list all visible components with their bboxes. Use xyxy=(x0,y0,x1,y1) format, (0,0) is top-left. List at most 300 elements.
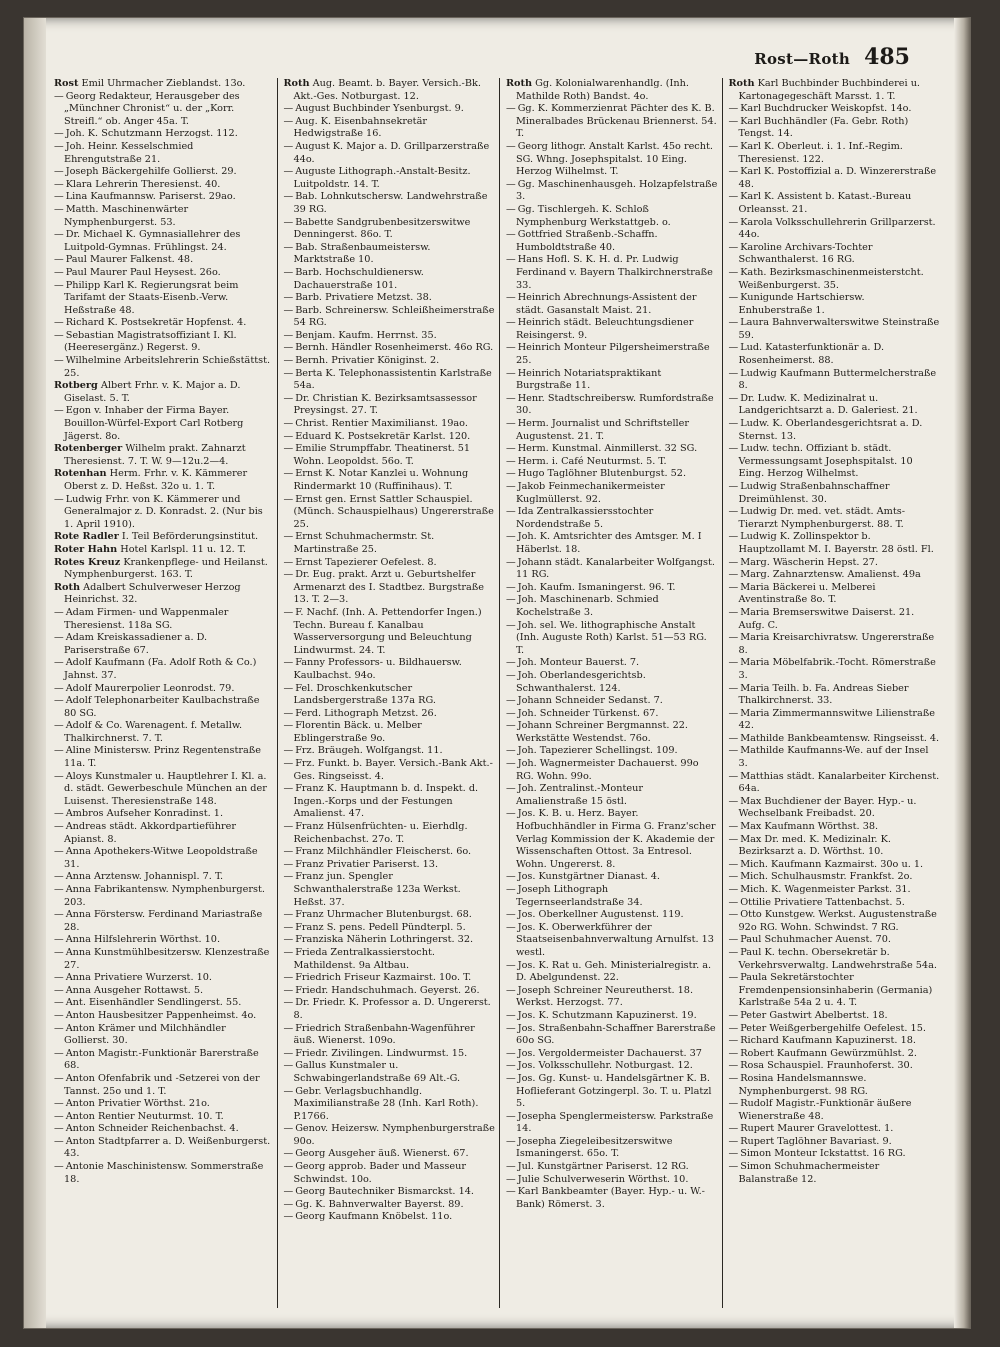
directory-entry xyxy=(284,1123,496,1148)
repeat-dash: — xyxy=(728,707,739,719)
directory-entry xyxy=(284,1199,496,1212)
directory-entry xyxy=(54,808,273,821)
repeat-dash: — xyxy=(283,266,294,278)
directory-entry xyxy=(54,531,273,544)
entry-text: Friedr. Handschuhmach. Geyerst. 26. xyxy=(295,984,480,996)
repeat-dash: — xyxy=(728,1047,739,1059)
repeat-dash: — xyxy=(506,229,516,241)
entry-text: Herm. i. Café Neuturmst. 5. T. xyxy=(517,455,667,467)
entry-text: Mich. Schulhausmstr. Frankfst. 2o. xyxy=(740,871,913,883)
directory-entry xyxy=(284,871,496,909)
repeat-dash: — xyxy=(283,556,294,568)
directory-entry xyxy=(284,1023,496,1048)
directory-entry xyxy=(54,972,273,985)
entry-text: Rosa Schauspiel. Fraunhoferst. 30. xyxy=(740,1060,913,1072)
directory-entry xyxy=(284,393,496,418)
directory-entry xyxy=(729,884,941,897)
repeat-dash: — xyxy=(283,1022,294,1034)
entry-text: Joh. Zentralinst.-Monteur Amalienstraße 15 östl. xyxy=(516,783,643,807)
directory-entry xyxy=(729,191,941,216)
repeat-dash: — xyxy=(728,1035,739,1047)
directory-entry xyxy=(284,342,496,355)
repeat-dash: — xyxy=(728,115,739,127)
entry-text: Friedrich Straßenbahn-Wagenführer äuß. Wienerst. 109o. xyxy=(293,1022,475,1047)
repeat-dash: — xyxy=(54,166,64,178)
directory-entry xyxy=(729,242,941,267)
directory-entry xyxy=(729,1060,941,1073)
directory-entry xyxy=(54,1010,273,1023)
directory-entry xyxy=(284,859,496,872)
entry-text: Anna Kunstmühlbesitzersw. Klenzestraße 27. xyxy=(64,946,270,971)
repeat-dash: — xyxy=(728,140,739,152)
directory-entry xyxy=(284,494,496,532)
directory-entry xyxy=(506,368,718,393)
entry-surname: Rotes Kreuz xyxy=(54,556,121,568)
entry-text: Gg. Kolonialwarenhandlg. (Inh. Mathilde Roth) Bandst. 4o. xyxy=(516,78,689,102)
directory-entry xyxy=(506,393,718,418)
repeat-dash: — xyxy=(54,770,64,782)
entry-text: Henr. Stadtschreibersw. Rumfordstraße 30. xyxy=(516,392,714,417)
repeat-dash: — xyxy=(506,921,516,933)
directory-entry xyxy=(284,557,496,570)
entry-text: Karoline Archivars-Tochter Schwanthalerst. 16 RG. xyxy=(738,241,873,266)
repeat-dash: — xyxy=(54,606,64,618)
directory-entry xyxy=(506,745,718,758)
entry-text: Adam Firmen- und Wappenmaler Theresienst. 118a SG. xyxy=(64,606,229,631)
repeat-dash: — xyxy=(54,1110,64,1122)
entry-text: Gg. K. Kommerzienrat Pächter des K. B. Mineralbades Brückenau Briennerst. 54. T. xyxy=(516,103,717,140)
repeat-dash: — xyxy=(506,468,516,480)
entry-text: Berta K. Telephonassistentin Karlstraße 54a. xyxy=(293,367,492,392)
directory-entry xyxy=(54,204,273,229)
entry-text: Wilhelmine Arbeitslehrerin Schießstättst. 25. xyxy=(64,355,271,379)
directory-entry xyxy=(284,418,496,431)
repeat-dash: — xyxy=(506,481,516,492)
directory-entry xyxy=(729,78,941,103)
repeat-dash: — xyxy=(54,934,64,946)
entry-text: Philipp Karl K. Regierungsrat beim Tarifamt der Staats-Eisenb.-Verw. Heßstraße 48. xyxy=(64,279,239,316)
entry-text: Joh. Monteur Bauerst. 7. xyxy=(517,657,640,669)
entry-text: Egon v. Inhaber der Firma Bayer. Bouillon-Würfel-Export Carl Rotberg Jägerst. 8o. xyxy=(64,405,244,442)
repeat-dash: — xyxy=(506,1161,516,1173)
directory-entry xyxy=(729,1123,941,1136)
directory-entry xyxy=(284,330,496,343)
repeat-dash: — xyxy=(54,720,64,732)
page-gutter-left xyxy=(24,18,46,1328)
entry-text: Joh. sel. We. lithographische Anstalt (Inh. Auguste Roth) Karlst. 51—53 RG. T. xyxy=(516,619,707,656)
repeat-dash: — xyxy=(728,103,739,115)
repeat-dash: — xyxy=(728,556,739,568)
entry-text: Paul Schuhmacher Auenst. 70. xyxy=(740,934,891,946)
directory-entry xyxy=(284,141,496,166)
entry-text: Ludwig K. Zollinspektor b. Hauptzollamt M. I. Bayerstr. 28 östl. Fl. xyxy=(738,531,934,555)
entry-text: Dr. Ludw. K. Medizinalrat u. Landgerichtsarzt a. D. Galeriest. 21. xyxy=(738,392,918,417)
entry-text: Peter Gastwirt Abelbertst. 18. xyxy=(740,1009,888,1021)
entry-text: Maria Zimmermannswitwe Lilienstraße 42. xyxy=(738,707,936,732)
entry-text: Richard K. Postsekretär Hopfenst. 4. xyxy=(65,317,247,329)
entry-text: Franz Milchhändler Fleischerst. 6o. xyxy=(295,846,472,858)
entry-text: Joh. Tapezierer Schellingst. 109. xyxy=(517,745,678,757)
repeat-dash: — xyxy=(54,203,64,215)
directory-entry xyxy=(729,418,941,443)
directory-entry xyxy=(54,1048,273,1073)
repeat-dash: — xyxy=(728,946,739,958)
repeat-dash: — xyxy=(506,1009,516,1021)
entry-text: Gebr. Verlagsbuchhandlg. Maximilianstraße 28 (Inh. Karl Roth). P.1766. xyxy=(293,1085,479,1122)
entry-text: Ambros Aufseher Konradinst. 1. xyxy=(65,808,224,820)
repeat-dash: — xyxy=(728,884,739,895)
repeat-dash: — xyxy=(283,1060,294,1072)
entry-text: Joseph Schreiner Neureutherst. 18. Werkst. Herzogst. 77. xyxy=(516,984,694,1009)
repeat-dash: — xyxy=(728,1098,739,1110)
repeat-dash: — xyxy=(506,1022,516,1034)
repeat-dash: — xyxy=(728,481,739,492)
directory-entry xyxy=(54,355,273,380)
directory-entry xyxy=(54,821,273,846)
entry-text: Fanny Professors- u. Bildhauersw. Kaulbachst. 94o. xyxy=(293,657,462,681)
directory-entry xyxy=(54,166,273,179)
directory-entry xyxy=(284,355,496,368)
entry-text: Marg. Wäscherin Hepst. 27. xyxy=(740,556,878,568)
directory-column-2 xyxy=(277,78,500,1308)
directory-entry xyxy=(54,1098,273,1111)
directory-entry xyxy=(54,229,273,254)
repeat-dash: — xyxy=(728,732,739,744)
entry-text: Karola Volksschullehrerin Grillparzerst. 44o. xyxy=(738,216,936,241)
repeat-dash: — xyxy=(283,569,294,581)
repeat-dash: — xyxy=(54,191,64,203)
directory-columns xyxy=(54,78,944,1308)
repeat-dash: — xyxy=(283,355,294,367)
entry-text: Benjam. Kaufm. Herrnst. 35. xyxy=(295,329,437,341)
entry-text: Jos. K. Rat u. Geh. Ministerialregistr. a. D. Abelgundenst. 22. xyxy=(516,959,712,984)
directory-entry xyxy=(284,1211,496,1224)
repeat-dash: — xyxy=(506,342,516,354)
repeat-dash: — xyxy=(283,682,294,694)
entry-surname: Roth xyxy=(283,78,310,89)
directory-entry xyxy=(54,695,273,720)
directory-entry xyxy=(729,1010,941,1023)
entry-text: Maria Bäckerei u. Melberei Aventinstraße 8o. T. xyxy=(738,581,876,606)
entry-text: Maria Möbelfabrik.-Tocht. Römerstraße 3. xyxy=(738,657,936,681)
repeat-dash: — xyxy=(283,418,294,430)
entry-text: Bab. Straßenbaumeistersw. Marktstraße 10. xyxy=(293,241,431,266)
directory-entry xyxy=(54,443,273,468)
entry-text: Mich. Kaufmann Kazmairst. 30o u. 1. xyxy=(740,858,924,870)
directory-entry xyxy=(54,884,273,909)
directory-entry xyxy=(284,368,496,393)
repeat-dash: — xyxy=(54,682,64,694)
directory-entry xyxy=(506,960,718,985)
directory-entry xyxy=(506,922,718,960)
repeat-dash: — xyxy=(54,997,64,1009)
repeat-dash: — xyxy=(728,166,739,178)
entry-text: Auguste Lithograph.-Anstalt-Besitz. Luitpoldstr. 14. T. xyxy=(293,166,471,190)
directory-entry xyxy=(729,506,941,531)
repeat-dash: — xyxy=(283,909,294,921)
directory-entry xyxy=(729,897,941,910)
repeat-dash: — xyxy=(506,808,516,820)
directory-entry xyxy=(54,317,273,330)
repeat-dash: — xyxy=(728,1072,739,1084)
directory-entry xyxy=(729,1073,941,1098)
entry-text: Sebastian Magistratsoffiziant I. Kl. (Heeresergänz.) Regerst. 9. xyxy=(64,329,237,354)
repeat-dash: — xyxy=(506,758,516,770)
entry-surname: Rost xyxy=(54,78,79,89)
repeat-dash: — xyxy=(728,569,739,581)
repeat-dash: — xyxy=(728,821,739,833)
directory-entry xyxy=(729,116,941,141)
repeat-dash: — xyxy=(283,443,294,455)
repeat-dash: — xyxy=(283,367,294,379)
entry-text: Gg. Tischlergeh. K. Schloß Nymphenburg Werkstattgeb. o. xyxy=(516,203,671,228)
directory-entry xyxy=(729,443,941,481)
entry-text: Anton Rentier Neuturmst. 10. T. xyxy=(65,1110,224,1122)
repeat-dash: — xyxy=(728,367,739,379)
directory-entry xyxy=(506,456,718,469)
entry-text: Babette Sandgrubenbesitzerswitwe Denningerst. 86o. T. xyxy=(293,216,471,241)
repeat-dash: — xyxy=(728,972,739,984)
entry-text: Ludw. techn. Offiziant b. städt. Vermessungsamt Josephspitalst. 10 Eing. Herzog Wilhelmst. xyxy=(738,443,913,480)
directory-entry xyxy=(54,1073,273,1098)
directory-entry xyxy=(284,657,496,682)
directory-entry xyxy=(506,808,718,871)
directory-entry xyxy=(729,859,941,872)
entry-text: Jos. Oberkellner Augustenst. 119. xyxy=(517,909,684,921)
repeat-dash: — xyxy=(728,606,739,618)
directory-entry xyxy=(54,683,273,696)
entry-text: Joh. Heinr. Kesselschmied Ehrengutstraße 21. xyxy=(64,140,194,165)
repeat-dash: — xyxy=(506,254,516,266)
repeat-dash: — xyxy=(506,455,516,467)
directory-entry xyxy=(729,557,941,570)
repeat-dash: — xyxy=(54,972,64,984)
entry-text: Gg. K. Bahnverwalter Bayerst. 89. xyxy=(295,1198,464,1210)
entry-text: Anna Ausgeher Rottawst. 5. xyxy=(65,984,204,996)
entry-text: August K. Major a. D. Grillparzerstraße 44o. xyxy=(293,140,490,165)
entry-text: Friedrich Friseur Kazmairst. 10o. T. xyxy=(295,972,472,984)
directory-entry xyxy=(54,494,273,532)
entry-text: Rosina Handelsmannswe. Nymphenburgerst. 98 RG. xyxy=(738,1072,868,1097)
repeat-dash: — xyxy=(54,317,64,329)
repeat-dash: — xyxy=(728,418,739,430)
entry-text: Kath. Bezirksmaschinenmeisterstcht. Weißenburgerst. 35. xyxy=(738,266,924,291)
entry-text: Ernst Schuhmachermstr. St. Martinstraße 25. xyxy=(293,531,435,555)
repeat-dash: — xyxy=(283,858,294,870)
directory-entry xyxy=(54,771,273,809)
repeat-dash: — xyxy=(283,115,294,127)
repeat-dash: — xyxy=(506,531,516,543)
repeat-dash: — xyxy=(54,1009,64,1021)
repeat-dash: — xyxy=(506,695,516,707)
entry-text: Georg Bautechniker Bismarckst. 14. xyxy=(295,1186,474,1198)
directory-entry xyxy=(54,1123,273,1136)
repeat-dash: — xyxy=(506,1047,516,1059)
directory-entry xyxy=(54,1111,273,1124)
directory-entry xyxy=(284,1048,496,1061)
entry-text: Dr. Friedr. K. Professor a. D. Ungererst. 8. xyxy=(293,997,491,1021)
entry-text: Matthias städt. Kanalarbeiter Kirchenst. 64a. xyxy=(738,770,940,795)
entry-text: Gottfried Straßenb.-Schaffn. Humboldtstraße 40. xyxy=(516,229,658,253)
entry-text: Ernst K. Notar Kanzlei u. Wohnung Rindermarkt 10 (Ruffinihaus). T. xyxy=(293,468,469,492)
repeat-dash: — xyxy=(54,279,64,291)
entry-text: Jos. K. Schutzmann Kapuzinerst. 19. xyxy=(517,1009,697,1021)
directory-entry xyxy=(284,217,496,242)
entry-text: Rudolf Magistr.-Funktionär äußere Wienerstraße 48. xyxy=(738,1098,912,1122)
entry-text: Otto Kunstgew. Werkst. Augustenstraße 92o RG. Wohn. Schwindst. 7 RG. xyxy=(738,909,937,933)
repeat-dash: — xyxy=(728,1135,739,1147)
entry-text: Ferd. Lithograph Metzst. 26. xyxy=(295,707,437,719)
entry-text: Hans Hofl. S. K. H. d. Pr. Ludwig Ferdinand v. Bayern Thalkirchnerstraße 33. xyxy=(516,254,713,291)
entry-text: Anton Hausbesitzer Pappenheimst. 4o. xyxy=(65,1009,257,1021)
directory-entry xyxy=(506,418,718,443)
directory-entry xyxy=(284,985,496,998)
repeat-dash: — xyxy=(54,909,64,921)
repeat-dash: — xyxy=(283,1085,294,1097)
directory-entry xyxy=(284,947,496,972)
repeat-dash: — xyxy=(506,707,516,719)
entry-text: Franz Uhrmacher Blutenburgst. 68. xyxy=(295,909,472,921)
directory-entry xyxy=(729,1023,941,1036)
entry-text: Anna Hilfslehrerin Wörthst. 10. xyxy=(65,934,221,946)
directory-entry xyxy=(506,229,718,254)
entry-text: Franz K. Hauptmann b. d. Inspekt. d. Ingen.-Korps und der Festungen Amalienst. 47. xyxy=(293,783,479,820)
repeat-dash: — xyxy=(728,392,739,404)
entry-text: Karl K. Oberleut. i. 1. Inf.-Regim. Theresienst. 122. xyxy=(738,140,903,165)
entry-text: Georg Ausgeher äuß. Wienerst. 67. xyxy=(295,1148,469,1160)
repeat-dash: — xyxy=(283,934,294,946)
entry-text: Heinrich Abrechnungs-Assistent der städt. Gasanstalt Maist. 21. xyxy=(516,292,697,316)
entry-text: Anton Magistr.-Funktionär Barerstraße 68. xyxy=(64,1047,259,1072)
entry-text: Jakob Feinmechanikermeister Kuglmüllerst. 92. xyxy=(516,481,665,505)
repeat-dash: — xyxy=(506,1173,516,1185)
directory-entry xyxy=(506,758,718,783)
directory-entry xyxy=(54,179,273,192)
entry-text: Karl Buchdrucker Weiskopfst. 14o. xyxy=(740,103,912,115)
entry-text: Franziska Näherin Lothringerst. 32. xyxy=(295,934,474,946)
running-head: Rost—Roth xyxy=(754,50,851,68)
directory-entry xyxy=(54,267,273,280)
entry-text: Maria Teilh. b. Fa. Andreas Sieber Thalkirchnerst. 33. xyxy=(738,682,909,707)
entry-text: Ida Zentralkassiersstochter Nordendstraße 5. xyxy=(516,506,654,530)
entry-text: Adolf Telephonarbeiter Kaulbachstraße 80 SG. xyxy=(64,695,260,719)
directory-entry xyxy=(506,670,718,695)
directory-entry xyxy=(506,468,718,481)
directory-entry xyxy=(284,997,496,1022)
entry-text: Paul Maurer Falkenst. 48. xyxy=(65,254,194,266)
entry-text: Ludwig Frhr. von K. Kämmerer und Generalmajor z. D. Konradst. 2. (Nur bis 1. April 1910). xyxy=(64,493,263,530)
directory-entry xyxy=(729,582,941,607)
entry-text: Laura Bahnverwalterswitwe Steinstraße 59. xyxy=(738,317,940,341)
entry-text: Adalbert Schulverweser Herzog Heinrichst. 32. xyxy=(64,581,241,606)
entry-text: Frz. Bräugeh. Wolfgangst. 11. xyxy=(295,745,443,757)
repeat-dash: — xyxy=(728,581,739,593)
repeat-dash: — xyxy=(728,682,739,694)
directory-entry xyxy=(54,544,273,557)
directory-entry xyxy=(729,393,941,418)
directory-entry xyxy=(506,141,718,179)
entry-text: Lina Kaufmannsw. Pariserst. 29ao. xyxy=(65,191,236,203)
directory-entry xyxy=(506,443,718,456)
entry-text: Ernst Tapezierer Oefelest. 8. xyxy=(295,556,437,568)
directory-entry xyxy=(506,909,718,922)
repeat-dash: — xyxy=(728,1060,739,1072)
entry-text: Genov. Heizersw. Nymphenburgerstraße 90o. xyxy=(293,1123,495,1147)
repeat-dash: — xyxy=(54,871,64,883)
directory-entry xyxy=(54,280,273,318)
entry-text: Aug. Beamt. b. Bayer. Versich.-Bk. Akt.-Ges. Notburgast. 12. xyxy=(293,78,481,102)
repeat-dash: — xyxy=(728,896,739,908)
repeat-dash: — xyxy=(283,531,294,543)
entry-text: Richard Kaufmann Kapuzinerst. 18. xyxy=(740,1035,916,1047)
repeat-dash: — xyxy=(54,493,64,505)
repeat-dash: — xyxy=(728,342,739,354)
directory-entry xyxy=(54,846,273,871)
directory-entry xyxy=(506,708,718,721)
repeat-dash: — xyxy=(54,329,64,341)
entry-surname: Rotenhan xyxy=(54,468,107,480)
repeat-dash: — xyxy=(728,745,739,757)
repeat-dash: — xyxy=(54,90,64,102)
directory-entry xyxy=(729,531,941,556)
repeat-dash: — xyxy=(283,304,294,316)
directory-entry xyxy=(506,78,718,103)
entry-text: Anna Privatiere Wurzerst. 10. xyxy=(65,972,213,984)
directory-entry xyxy=(284,1148,496,1161)
repeat-dash: — xyxy=(283,921,294,933)
repeat-dash: — xyxy=(728,1148,739,1160)
entry-text: Emilie Strumpffabr. Theatinerst. 51 Wohn. Leopoldst. 56o. T. xyxy=(293,443,471,467)
directory-entry xyxy=(284,267,496,292)
entry-text: Joh. K. Amtsrichter des Amtsger. M. I Häberlst. 18. xyxy=(516,531,702,555)
entry-text: Lud. Katasterfunktionär a. D. Rosenheimerst. 88. xyxy=(738,342,885,367)
entry-text: Hugo Taglöhner Blutenburgst. 52. xyxy=(517,468,687,480)
directory-entry xyxy=(54,1136,273,1161)
directory-entry xyxy=(729,1098,941,1123)
entry-text: Heinrich Notariatspraktikant Burgstraße 11. xyxy=(516,367,662,392)
directory-entry xyxy=(54,380,273,405)
entry-text: Peter Weißgerbergehilfe Oefelest. 15. xyxy=(740,1022,926,1034)
entry-text: Barb. Privatiere Metzst. 38. xyxy=(295,292,432,304)
directory-entry xyxy=(729,166,941,191)
directory-entry xyxy=(54,128,273,141)
entry-text: Max Buchdiener der Bayer. Hyp.- u. Wechselbank Freibadst. 20. xyxy=(738,795,917,820)
entry-text: Jos. Vergoldermeister Dachauerst. 37 xyxy=(517,1047,702,1059)
directory-entry xyxy=(284,783,496,821)
entry-text: Ant. Eisenhändler Sendlingerst. 55. xyxy=(65,997,242,1009)
repeat-dash: — xyxy=(728,795,739,807)
directory-entry xyxy=(54,720,273,745)
repeat-dash: — xyxy=(506,556,516,568)
directory-entry xyxy=(284,431,496,444)
repeat-dash: — xyxy=(54,657,64,669)
directory-entry xyxy=(506,1136,718,1161)
entry-text: Herm. Journalist und Schriftsteller Augustenst. 21. T. xyxy=(516,418,690,442)
repeat-dash: — xyxy=(728,531,739,543)
repeat-dash: — xyxy=(506,909,516,921)
directory-entry xyxy=(284,683,496,708)
repeat-dash: — xyxy=(728,241,739,253)
directory-entry xyxy=(284,934,496,947)
entry-text: Herm. Frhr. v. K. Kämmerer Oberst z. D. Heßst. 32o u. 1. T. xyxy=(64,468,248,492)
repeat-dash: — xyxy=(283,1123,294,1135)
entry-text: Mathilde Kaufmanns-We. auf der Insel 3. xyxy=(738,745,929,770)
repeat-dash: — xyxy=(728,657,739,669)
directory-entry xyxy=(284,821,496,846)
directory-entry xyxy=(506,720,718,745)
directory-column-3 xyxy=(499,78,722,1308)
directory-entry xyxy=(729,1048,941,1061)
